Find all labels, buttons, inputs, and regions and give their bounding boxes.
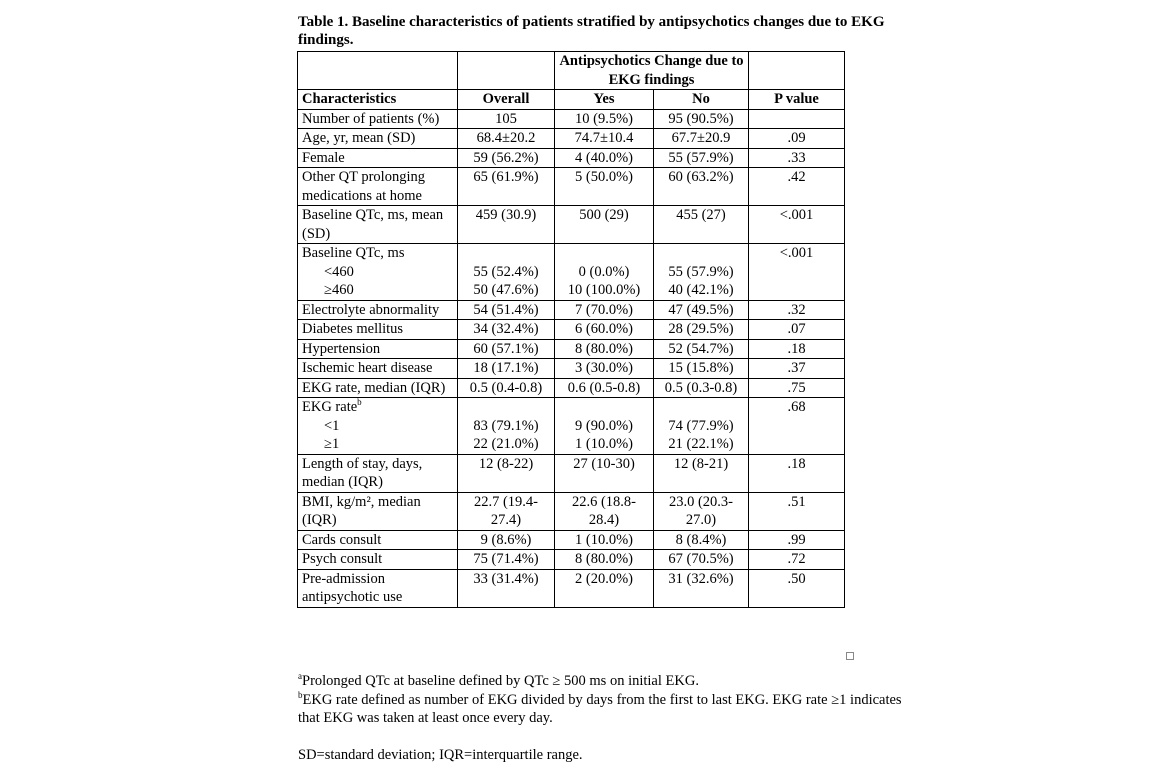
col-header-overall: Overall: [458, 90, 555, 110]
row-label-text: Baseline QTc, ms, mean (SD): [302, 207, 444, 242]
cell-yes: 8 (80.0%): [555, 339, 654, 359]
row-label: [298, 378, 458, 398]
row-label: [298, 244, 458, 301]
cell-no: 52 (54.7%): [654, 339, 749, 359]
row-label: [298, 129, 458, 149]
cell-no: 55 (57.9%): [654, 148, 749, 168]
row-label-text: Baseline QTc, ms: [302, 245, 405, 261]
cell-overall: 60 (57.1%): [458, 339, 555, 359]
row-label: [298, 339, 458, 359]
cell-yes: 5 (50.0%): [555, 168, 654, 206]
cell-p-value: .99: [749, 530, 845, 550]
footnote-text: EKG rate defined as number of EKG divided by days from the first to last EKG. EKG rate ≥1 indicates that EKG was taken at least once every day.: [298, 691, 902, 726]
subgroup-label: ≥1: [324, 436, 340, 452]
cell-p-value: .42: [749, 168, 845, 206]
table-row: [298, 244, 845, 301]
cell-yes: 3 (30.0%): [555, 359, 654, 379]
row-label-text: Cards consult: [302, 531, 382, 548]
cell-p-value: .51: [749, 492, 845, 530]
row-label: [298, 454, 458, 492]
table-row: [298, 206, 845, 244]
col-header-no: No: [654, 90, 749, 110]
table-row: [298, 569, 845, 607]
spacer-line: [658, 244, 744, 263]
row-label-text: Age, yr, mean (SD): [302, 130, 416, 146]
cell-yes: 500 (29): [555, 206, 654, 244]
row-label-text: BMI, kg/m², median (IQR): [302, 493, 421, 528]
row-label: [298, 492, 458, 530]
cell-overall: 65 (61.9%): [458, 168, 555, 206]
cell-value: 10 (100.0%): [567, 282, 641, 298]
cell-no: 12 (8-21): [654, 454, 749, 492]
cell-yes: 1 (10.0%): [555, 530, 654, 550]
col-header-yes: Yes: [555, 90, 654, 110]
cell-no: 67.7±20.9: [654, 129, 749, 149]
table-row: [298, 148, 845, 168]
row-label: [298, 148, 458, 168]
cell-no: 8 (8.4%): [654, 530, 749, 550]
cell-p-value: .33: [749, 148, 845, 168]
cell-no: 95 (90.5%): [654, 109, 749, 129]
table-row: [298, 530, 845, 550]
table-row: [298, 129, 845, 149]
footnote-marker: a: [298, 671, 302, 682]
cell-overall: 22.7 (19.4-27.4): [458, 492, 555, 530]
cell-overall: 34 (32.4%): [458, 320, 555, 340]
table-row: [298, 492, 845, 530]
cell-overall: [458, 398, 555, 455]
row-label-text: Female: [302, 149, 345, 166]
table-row: [298, 378, 845, 398]
cell-overall: 33 (31.4%): [458, 569, 555, 607]
cell-value: 9 (90.0%): [575, 417, 633, 434]
abbreviations-note: SD=standard deviation; IQR=interquartile range.: [298, 747, 583, 763]
subgroup-label: ≥460: [324, 282, 354, 298]
row-label-text: EKG rate: [302, 399, 358, 415]
col-header-characteristics: Characteristics: [298, 90, 458, 110]
cell-yes: 10 (9.5%): [555, 109, 654, 129]
col-header-p-value: P value: [749, 90, 845, 110]
cell-yes: 6 (60.0%): [555, 320, 654, 340]
spacer-line: [658, 398, 744, 417]
row-label-text: Hypertension: [302, 340, 381, 357]
spacer-line: [559, 244, 649, 263]
cell-overall: 459 (30.9): [458, 206, 555, 244]
row-label: [298, 398, 458, 455]
cell-overall: 105: [458, 109, 555, 129]
cell-p-value: .18: [749, 454, 845, 492]
row-label-text: Length of stay, days, median (IQR): [302, 455, 423, 490]
row-label-text: Psych consult: [302, 551, 383, 567]
cell-p-value: .68: [749, 398, 845, 455]
row-label: [298, 569, 458, 607]
row-label-text: Number of patients (%): [302, 110, 440, 127]
row-label: [298, 109, 458, 129]
table-row: [298, 398, 845, 455]
cell-yes: [555, 398, 654, 455]
footnote-b: [298, 691, 918, 728]
cell-p-value: .72: [749, 550, 845, 570]
cell-no: 15 (15.8%): [654, 359, 749, 379]
cell-value: 1 (10.0%): [575, 436, 633, 452]
cell-value: 40 (42.1%): [668, 282, 734, 298]
table-header-group-row: [298, 52, 845, 90]
cell-no: 60 (63.2%): [654, 168, 749, 206]
row-label: [298, 300, 458, 320]
header-blank-cell: [298, 52, 458, 90]
spacer-line: [559, 398, 649, 417]
table-row: [298, 550, 845, 570]
cell-yes: 8 (80.0%): [555, 550, 654, 570]
row-label-text: Other QT prolonging medications at home: [302, 169, 425, 204]
subgroup-label: <1: [324, 417, 340, 434]
cell-yes: 2 (20.0%): [555, 569, 654, 607]
cell-overall: 59 (56.2%): [458, 148, 555, 168]
table-header-row: [298, 90, 845, 110]
table-row: [298, 109, 845, 129]
cell-p-value: <.001: [749, 206, 845, 244]
cell-p-value: .09: [749, 129, 845, 149]
cell-p-value: .75: [749, 378, 845, 398]
cell-no: 67 (70.5%): [654, 550, 749, 570]
table-row: [298, 339, 845, 359]
cell-overall: 0.5 (0.4-0.8): [458, 378, 555, 398]
cell-yes: [555, 244, 654, 301]
cell-p-value: .37: [749, 359, 845, 379]
row-label: [298, 530, 458, 550]
cell-overall: 68.4±20.2: [458, 129, 555, 149]
table-row: [298, 359, 845, 379]
row-label-text: Electrolyte abnormality: [302, 301, 440, 318]
table-resize-handle[interactable]: [846, 652, 854, 660]
cell-value: 83 (79.1%): [473, 417, 539, 434]
cell-value: 55 (52.4%): [473, 263, 539, 280]
header-blank-cell: [749, 52, 845, 90]
cell-no: 455 (27): [654, 206, 749, 244]
cell-yes: 0.6 (0.5-0.8): [555, 378, 654, 398]
footnote-text: Prolonged QTc at baseline defined by QTc ≥ 500 ms on initial EKG.: [302, 673, 699, 689]
cell-overall: 18 (17.1%): [458, 359, 555, 379]
row-label-text: Pre-admission antipsychotic use: [302, 570, 403, 605]
cell-no: [654, 244, 749, 301]
spacer-line: [462, 398, 550, 417]
header-blank-cell: [458, 52, 555, 90]
table-row: [298, 300, 845, 320]
cell-yes: 22.6 (18.8-28.4): [555, 492, 654, 530]
cell-value: 22 (21.0%): [473, 436, 539, 452]
cell-value: 0 (0.0%): [578, 263, 630, 280]
cell-p-value: .18: [749, 339, 845, 359]
row-label: [298, 206, 458, 244]
footnote-marker: b: [298, 689, 303, 700]
cell-overall: 54 (51.4%): [458, 300, 555, 320]
cell-p-value: <.001: [749, 244, 845, 301]
cell-value: 74 (77.9%): [668, 417, 734, 434]
footnote-a: [298, 672, 918, 691]
table-caption: Table 1. Baseline characteristics of patients stratified by antipsychotics changes due to EKG findings.: [298, 14, 885, 48]
cell-value: 50 (47.6%): [473, 282, 539, 298]
subgroup-label: <460: [324, 263, 354, 280]
spacer-line: [462, 244, 550, 263]
table-body: [298, 109, 845, 607]
cell-no: 28 (29.5%): [654, 320, 749, 340]
row-label: [298, 168, 458, 206]
cell-overall: 12 (8-22): [458, 454, 555, 492]
row-label-text: EKG rate, median (IQR): [302, 379, 446, 396]
row-label: [298, 320, 458, 340]
cell-value: 55 (57.9%): [668, 263, 734, 280]
group-header: Antipsychotics Change due to EKG findings: [555, 52, 749, 90]
cell-no: 47 (49.5%): [654, 300, 749, 320]
cell-value: 21 (22.1%): [668, 436, 734, 452]
cell-yes: 4 (40.0%): [555, 148, 654, 168]
footnotes: [298, 672, 918, 765]
cell-no: 0.5 (0.3-0.8): [654, 378, 749, 398]
cell-p-value: .50: [749, 569, 845, 607]
row-label-text: Diabetes mellitus: [302, 321, 404, 337]
row-label: [298, 359, 458, 379]
cell-no: 23.0 (20.3-27.0): [654, 492, 749, 530]
cell-overall: [458, 244, 555, 301]
cell-no: [654, 398, 749, 455]
footnote-marker: b: [357, 397, 362, 408]
cell-yes: 27 (10-30): [555, 454, 654, 492]
table-row: [298, 454, 845, 492]
row-label: [298, 550, 458, 570]
cell-p-value: [749, 109, 845, 129]
cell-p-value: .32: [749, 300, 845, 320]
cell-p-value: .07: [749, 320, 845, 340]
table-row: [298, 168, 845, 206]
cell-yes: 7 (70.0%): [555, 300, 654, 320]
cell-no: 31 (32.6%): [654, 569, 749, 607]
row-label-text: Ischemic heart disease: [302, 360, 433, 376]
cell-overall: 9 (8.6%): [458, 530, 555, 550]
cell-yes: 74.7±10.4: [555, 129, 654, 149]
baseline-characteristics-table: [297, 51, 845, 608]
table-row: [298, 320, 845, 340]
cell-overall: 75 (71.4%): [458, 550, 555, 570]
